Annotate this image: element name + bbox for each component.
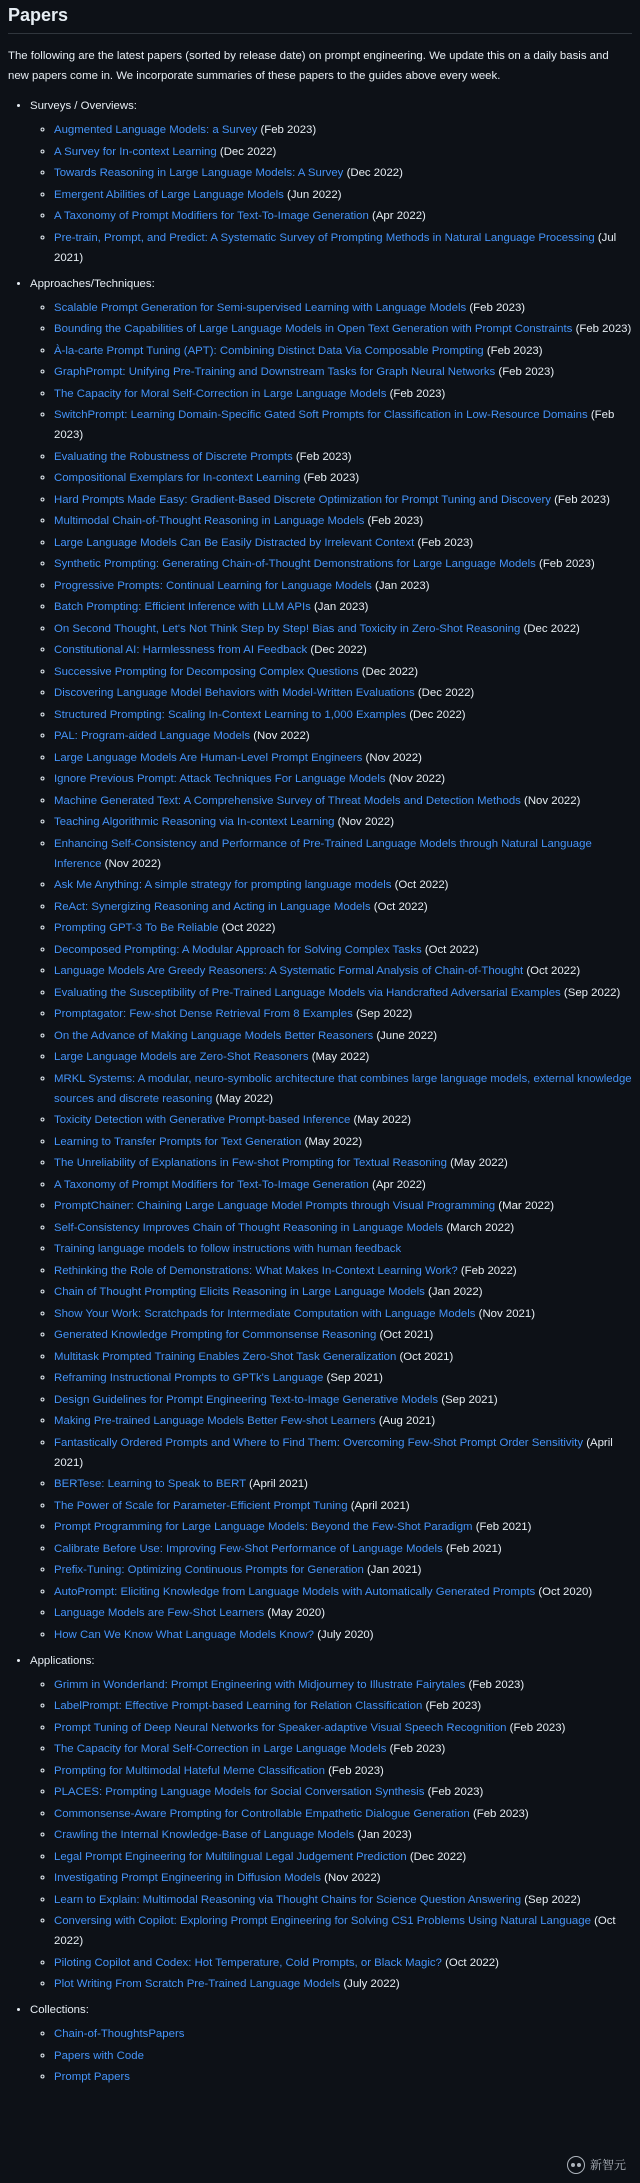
paper-link[interactable]: The Power of Scale for Parameter-Efficient Prompt Tuning (54, 1499, 348, 1512)
watermark-text: 新智元 (589, 2158, 626, 2172)
list-item (54, 1625, 632, 1645)
paper-link[interactable]: Multimodal Chain-of-Thought Reasoning in Language Models (54, 515, 365, 527)
paper-date: (Sep 2021) (441, 1393, 498, 1406)
paper-link[interactable]: Toxicity Detection with Generative Prompt-based Inference (54, 1114, 351, 1126)
paper-date: (Feb 2023) (328, 1764, 384, 1777)
list-item (54, 918, 632, 938)
list-item (54, 1433, 632, 1473)
paper-link[interactable]: Constitutional AI: Harmlessness from AI Feedback (54, 644, 308, 656)
paper-date: (Feb 2023) (427, 1786, 484, 1798)
list-item (54, 1175, 632, 1195)
list-item (54, 447, 632, 467)
list-item (54, 983, 632, 1003)
paper-link[interactable]: Batch Prompting: Efficient Inference with LLM APIs (54, 601, 311, 613)
list-item (54, 1804, 632, 1824)
paper-link[interactable]: Reframing Instructional Prompts to GPTk's Language (54, 1372, 324, 1384)
list-item (54, 1761, 632, 1781)
paper-date: (Feb 2023) (575, 323, 632, 335)
paper-link[interactable]: Chain-of-ThoughtsPapers (54, 2028, 185, 2040)
list-item (54, 1825, 632, 1845)
paper-link[interactable]: PAL: Program-aided Language Models (54, 730, 251, 742)
paper-date: (Apr 2022) (372, 1178, 426, 1191)
paper-link[interactable]: Compositional Exemplars for In-context Learning (54, 472, 301, 484)
paper-date: (Feb 2023) (486, 344, 543, 357)
paper-date: (Feb 2023) (389, 1743, 446, 1755)
paper-date: (Nov 2022) (324, 1872, 381, 1884)
paper-link[interactable]: A Taxonomy of Prompt Modifiers for Text-To-Image Generation (54, 1178, 369, 1191)
paper-date: (Feb 2023) (54, 409, 615, 441)
paper-date: (Sep 2021) (326, 1372, 383, 1384)
list-item (54, 1132, 632, 1152)
list-item (54, 1196, 632, 1216)
paper-date: (Feb 2023) (468, 1678, 525, 1691)
wechat-icon (567, 2156, 585, 2174)
paper-date: (May 2022) (215, 1092, 274, 1105)
list-item (54, 1390, 632, 1410)
paper-date: (Nov 2022) (104, 857, 162, 870)
section-title: • Approaches/Techniques: (30, 277, 155, 290)
paper-link[interactable]: BERTese: Learning to Speak to BERT (54, 1478, 246, 1490)
paper-date: (Nov 2022) (337, 816, 395, 828)
list-item (54, 1004, 632, 1024)
paper-date: (Oct 2020) (538, 1585, 593, 1598)
list-item (54, 163, 632, 183)
list-item (54, 1847, 632, 1867)
paper-link[interactable]: Show Your Work: Scratchpads for Intermediate Computation with Language Models (54, 1307, 476, 1320)
paper-date: (Feb 2023) (389, 387, 446, 400)
paper-link[interactable]: Grimm in Wonderland: Prompt Engineering with Midjourney to Illustrate Fairytales (54, 1678, 466, 1691)
paper-date: (Oct 2022) (424, 943, 479, 956)
paper-date: (Oct 2022) (394, 879, 449, 891)
paper-date: (Jan 2021) (366, 1564, 422, 1576)
list-item (54, 1911, 632, 1951)
list-item (54, 1675, 632, 1695)
list-item (54, 468, 632, 488)
paper-date: (Feb 2022) (460, 1264, 517, 1277)
paper-date: (Aug 2021) (378, 1415, 436, 1427)
list-item (54, 1218, 632, 1238)
list-item (54, 961, 632, 981)
paper-date: (July 2022) (343, 1978, 400, 1990)
list-item (54, 597, 632, 617)
paper-link[interactable]: Enhancing Self-Consistency and Performance of Pre-Trained Language Models through Natural Language Inference (54, 837, 592, 870)
list-item (54, 1153, 632, 1173)
paper-link[interactable]: On the Advance of Making Language Models Better Reasoners (54, 1029, 374, 1042)
paper-date: (Feb 2021) (445, 1542, 502, 1555)
paper-date: (Nov 2022) (524, 794, 581, 807)
paper-link[interactable]: Fantastically Ordered Prompts and Where to Find Them: Overcoming Few-Shot Prompt Order Sensitivity (54, 1436, 584, 1449)
paper-link[interactable]: Crawling the Internal Knowledge-Base of Language Models (54, 1829, 355, 1841)
paper-date: (Oct 2021) (379, 1329, 434, 1341)
list-item (54, 1282, 632, 1302)
list-item (54, 142, 632, 162)
paper-date: (Jan 2023) (375, 579, 430, 592)
paper-link[interactable]: Legal Prompt Engineering for Multilingual Legal Judgement Prediction (54, 1850, 407, 1863)
paper-date: (Sep 2022) (563, 986, 621, 999)
paper-link[interactable]: A Survey for In-context Learning (54, 145, 217, 158)
list-item (54, 2067, 632, 2087)
paper-link[interactable]: LabelPrompt: Effective Prompt-based Learning for Relation Classification (54, 1700, 423, 1712)
paper-link[interactable]: Language Models Are Greedy Reasoners: A Systematic Formal Analysis of Chain-of-Thought (54, 965, 524, 977)
paper-date: (Jun 2022) (287, 188, 342, 201)
paper-link[interactable]: Augmented Language Models: a Survey (54, 124, 258, 136)
paper-date: (Feb 2023) (472, 1807, 529, 1820)
list-item (54, 1474, 632, 1494)
paper-link[interactable]: Design Guidelines for Prompt Engineering Text-to-Image Generative Models (54, 1393, 439, 1406)
paper-link[interactable]: Evaluating the Susceptibility of Pre-Trained Language Models via Handcrafted Adversarial Examples (54, 986, 561, 999)
list-item (54, 384, 632, 404)
paper-date: (Feb 2023) (509, 1721, 566, 1734)
paper-link[interactable]: How Can We Know What Language Models Know? (54, 1628, 315, 1641)
paper-link[interactable]: Chain of Thought Prompting Elicits Reasoning in Large Language Models (54, 1286, 425, 1298)
paper-date: (May 2020) (267, 1607, 326, 1619)
paper-list (30, 120, 632, 268)
paper-link[interactable]: Learn to Explain: Multimodal Reasoning via Thought Chains for Science Question Answering (54, 1893, 522, 1906)
paper-date: (Nov 2022) (365, 751, 422, 764)
list-item (54, 511, 632, 531)
paper-link[interactable]: SwitchPrompt: Learning Domain-Specific Gated Soft Prompts for Classification in Low-Resource Domains (54, 409, 588, 421)
list-item (54, 683, 632, 703)
paper-link[interactable]: Multitask Prompted Training Enables Zero-Shot Task Generalization (54, 1350, 397, 1363)
paper-date: (July 2020) (317, 1628, 374, 1641)
list-item (54, 1868, 632, 1888)
list-item (54, 769, 632, 789)
paper-link[interactable]: Scalable Prompt Generation for Semi-supervised Learning with Language Models (54, 301, 467, 314)
paper-date: (Feb 2023) (498, 366, 555, 378)
list-item (54, 185, 632, 205)
paper-date: (May 2022) (450, 1157, 508, 1169)
list-item (54, 1890, 632, 1910)
paper-link[interactable]: PromptChainer: Chaining Large Language Model Prompts through Visual Programming (54, 1200, 496, 1212)
list-item (54, 1069, 632, 1109)
list-item (54, 875, 632, 895)
paper-date: (Oct 2022) (445, 1956, 499, 1969)
paper-link[interactable]: Learning to Transfer Prompts for Text Generation (54, 1135, 302, 1148)
list-item (54, 834, 632, 874)
paper-date: (Feb 2023) (295, 450, 352, 463)
paper-link[interactable]: Calibrate Before Use: Improving Few-Shot Performance of Language Models (54, 1542, 443, 1555)
paper-date: (Nov 2022) (253, 730, 310, 742)
paper-date: (May 2022) (304, 1135, 363, 1148)
list-item (54, 2024, 632, 2044)
paper-link[interactable]: Hard Prompts Made Easy: Gradient-Based Discrete Optimization for Prompt Tuning and Discovery (54, 493, 551, 506)
page-title: Papers (8, 0, 632, 34)
paper-date: (Apr 2022) (372, 210, 426, 222)
list-item (54, 1782, 632, 1802)
paper-link[interactable]: Large Language Models are Zero-Shot Reasoners (54, 1051, 309, 1063)
paper-link[interactable]: Progressive Prompts: Continual Learning for Language Models (54, 579, 372, 592)
list-item (54, 1047, 632, 1067)
list-item (54, 897, 632, 917)
paper-link[interactable]: Prompt Papers (54, 2071, 130, 2083)
list-item (54, 1739, 632, 1759)
paper-date: (Feb 2023) (260, 124, 317, 136)
list-item (54, 1325, 632, 1345)
paper-date: (Oct 2021) (399, 1350, 454, 1363)
list-item (54, 1582, 632, 1602)
list-item (54, 1718, 632, 1738)
list-item (54, 1517, 632, 1537)
paper-link[interactable]: Synthetic Prompting: Generating Chain-of-Thought Demonstrations for Large Language Models (54, 558, 536, 570)
paper-date: (Jul 2021) (54, 231, 617, 264)
paper-date: (Jan 2022) (428, 1286, 483, 1298)
paper-link[interactable]: Prompt Programming for Large Language Models: Beyond the Few-Shot Paradigm (54, 1521, 473, 1533)
paper-link[interactable]: GraphPrompt: Unifying Pre-Training and Downstream Tasks for Graph Neural Networks (54, 366, 496, 378)
paper-link[interactable]: PLACES: Prompting Language Models for Social Conversation Synthesis (54, 1786, 425, 1798)
paper-date: (Feb 2023) (425, 1700, 482, 1712)
paper-link[interactable]: The Capacity for Moral Self-Correction in Large Language Models (54, 1743, 387, 1755)
list-item (54, 576, 632, 596)
paper-link[interactable]: On Second Thought, Let's Not Think Step by Step! Bias and Toxicity in Zero-Shot Reasoning (54, 622, 521, 635)
paper-link[interactable]: The Capacity for Moral Self-Correction in Large Language Models (54, 387, 387, 400)
paper-link[interactable]: Prefix-Tuning: Optimizing Continuous Prompts for Generation (54, 1564, 364, 1576)
paper-date: (Sep 2022) (524, 1893, 581, 1906)
paper-date: (Oct 2022) (373, 900, 428, 913)
list-item (54, 120, 632, 140)
section-list (8, 96, 632, 2087)
paper-date: (Dec 2022) (310, 644, 367, 656)
list-item (54, 1411, 632, 1431)
paper-date: (Feb 2023) (539, 558, 595, 570)
paper-date: (Sep 2022) (355, 1008, 413, 1020)
paper-date: (Nov 2021) (478, 1307, 536, 1320)
list-item (54, 405, 632, 445)
paper-link[interactable]: Prompting GPT-3 To Be Reliable (54, 922, 219, 934)
list-item (54, 748, 632, 768)
section-title: • Surveys / Overviews: (30, 100, 137, 112)
list-item (54, 362, 632, 382)
paper-date: (Feb 2023) (303, 472, 360, 484)
list-item (54, 1496, 632, 1516)
list-item (54, 1347, 632, 1367)
list-item (54, 2046, 632, 2066)
list-item (54, 1974, 632, 1994)
paper-date: (Feb 2023) (417, 536, 474, 549)
paper-date: (Dec 2022) (409, 708, 466, 721)
paper-link[interactable]: Ask Me Anything: A simple strategy for prompting language models (54, 879, 392, 891)
watermark (567, 2155, 626, 2175)
paper-link[interactable]: Promptagator: Few-shot Dense Retrieval From 8 Examples (54, 1008, 353, 1020)
paper-link[interactable]: Discovering Language Model Behaviors with Model-Written Evaluations (54, 687, 415, 699)
paper-link[interactable]: Structured Prompting: Scaling In-Context Learning to 1,000 Examples (54, 708, 407, 721)
paper-date: (Dec 2022) (417, 687, 475, 699)
list-item (54, 662, 632, 682)
paper-link[interactable]: Evaluating the Robustness of Discrete Prompts (54, 450, 293, 463)
paper-link[interactable]: Large Language Models Are Human-Level Prompt Engineers (54, 751, 363, 764)
list-item (54, 533, 632, 553)
paper-link[interactable]: Decomposed Prompting: A Modular Approach for Solving Complex Tasks (54, 943, 422, 956)
list-item (54, 1539, 632, 1559)
paper-date: (Nov 2022) (388, 773, 446, 785)
paper-link[interactable]: Teaching Algorithmic Reasoning via In-context Learning (54, 816, 335, 828)
paper-link[interactable]: Making Pre-trained Language Models Better Few-shot Learners (54, 1415, 376, 1427)
paper-date: (May 2022) (353, 1114, 412, 1126)
paper-link[interactable]: Machine Generated Text: A Comprehensive Survey of Threat Models and Detection Methods (54, 794, 521, 807)
paper-date: (Dec 2022) (346, 167, 403, 179)
list-item (54, 1696, 632, 1716)
list-item (54, 791, 632, 811)
list-item (54, 1110, 632, 1130)
list-item (54, 1953, 632, 1973)
paper-date: (June 2022) (376, 1029, 438, 1042)
paper-link[interactable]: Bounding the Capabilities of Large Language Models in Open Text Generation with Prompt Constraints (54, 323, 573, 335)
paper-date: (April 2021) (350, 1499, 410, 1512)
paper-link[interactable]: À-la-carte Prompt Tuning (APT): Combining Distinct Data Via Composable Prompting (54, 344, 484, 357)
paper-link[interactable]: Rethinking the Role of Demonstrations: What Makes In-Context Learning Work? (54, 1264, 458, 1277)
paper-link[interactable]: Investigating Prompt Engineering in Diffusion Models (54, 1872, 321, 1884)
paper-link[interactable]: AutoPrompt: Eliciting Knowledge from Language Models with Automatically Generated Prompts (54, 1585, 536, 1598)
list-item (54, 298, 632, 318)
paper-link[interactable]: Papers with Code (54, 2049, 144, 2062)
paper-date: (Mar 2022) (498, 1200, 554, 1212)
list-item (54, 490, 632, 510)
section (30, 1651, 632, 1995)
paper-date: (Oct 2022) (54, 1915, 616, 1947)
paper-link[interactable]: Emergent Abilities of Large Language Models (54, 188, 284, 201)
paper-link[interactable]: MRKL Systems: A modular, neuro-symbolic architecture that combines large language models, external knowledge sources and discrete reasoning (54, 1072, 632, 1105)
list-item (54, 640, 632, 660)
list-item (54, 619, 632, 639)
paper-date: (Feb 2021) (475, 1521, 532, 1533)
paper-link[interactable]: ReAct: Synergizing Reasoning and Acting in Language Models (54, 900, 371, 913)
list-item (54, 726, 632, 746)
list-item (54, 206, 632, 226)
list-item (54, 228, 632, 268)
paper-link[interactable]: Commonsense-Aware Prompting for Controllable Empathetic Dialogue Generation (54, 1807, 470, 1820)
paper-link[interactable]: Generated Knowledge Prompting for Commonsense Reasoning (54, 1329, 377, 1341)
paper-date: (Feb 2023) (469, 301, 526, 314)
list-item (54, 554, 632, 574)
paper-link[interactable]: Pre-train, Prompt, and Predict: A Systematic Survey of Prompting Methods in Natural Language Processing (54, 231, 595, 244)
paper-link[interactable]: Prompt Tuning of Deep Neural Networks for Speaker-adaptive Visual Speech Recognition (54, 1721, 507, 1734)
list-item (54, 1026, 632, 1046)
section-title: • Applications: (30, 1654, 95, 1667)
paper-date: (Dec 2022) (523, 622, 580, 635)
list-item (54, 1560, 632, 1580)
list-item (54, 1603, 632, 1623)
paper-link[interactable]: Towards Reasoning in Large Language Models: A Survey (54, 167, 344, 179)
list-item (54, 1368, 632, 1388)
paper-date: (Feb 2023) (554, 493, 610, 506)
list-item (54, 1261, 632, 1281)
paper-link[interactable]: Training language models to follow instructions with human feedback (54, 1243, 402, 1255)
paper-date: (Dec 2022) (361, 665, 419, 678)
list-item (54, 1304, 632, 1324)
paper-date: (April 2021) (54, 1436, 613, 1469)
paper-date: (Oct 2022) (221, 922, 276, 934)
section (30, 96, 632, 268)
paper-link[interactable]: Self-Consistency Improves Chain of Thought Reasoning in Language Models (54, 1221, 444, 1234)
paper-link[interactable]: The Unreliability of Explanations in Few-shot Prompting for Textual Reasoning (54, 1157, 447, 1169)
list-item (54, 319, 632, 339)
paper-link[interactable]: Large Language Models Can Be Easily Distracted by Irrelevant Context (54, 536, 415, 549)
paper-date: (Jan 2023) (357, 1829, 412, 1841)
paper-link[interactable]: Piloting Copilot and Codex: Hot Temperature, Cold Prompts, or Black Magic? (54, 1956, 442, 1969)
paper-link[interactable]: Language Models are Few-Shot Learners (54, 1607, 265, 1619)
section (30, 274, 632, 1645)
paper-list (30, 1675, 632, 1995)
list-item (54, 705, 632, 725)
paper-date: (May 2022) (311, 1051, 370, 1063)
section-title: • Collections: (30, 2004, 89, 2016)
paper-date: (Jan 2023) (314, 601, 369, 613)
paper-list (30, 2024, 632, 2087)
paper-list (30, 298, 632, 1645)
paper-link[interactable]: Ignore Previous Prompt: Attack Techniques For Language Models (54, 773, 386, 785)
paper-date: (March 2022) (446, 1221, 515, 1234)
section (30, 2000, 632, 2087)
intro-paragraph: The following are the latest papers (sorted by release date) on prompt engineering. We update this on a daily basis and new papers come in. We incorporate summaries of these papers to the guides above every week. (8, 50, 609, 82)
paper-link[interactable]: A Taxonomy of Prompt Modifiers for Text-To-Image Generation (54, 210, 369, 222)
list-item (54, 341, 632, 361)
paper-link[interactable]: Successive Prompting for Decomposing Complex Questions (54, 665, 359, 678)
paper-link[interactable]: Conversing with Copilot: Exploring Prompt Engineering for Solving CS1 Problems Using Natural Language (54, 1915, 591, 1927)
paper-date: (Feb 2023) (367, 515, 424, 527)
paper-link[interactable]: Plot Writing From Scratch Pre-Trained Language Models (54, 1978, 341, 1990)
list-item (54, 812, 632, 832)
paper-link[interactable]: Prompting for Multimodal Hateful Meme Classification (54, 1764, 325, 1777)
list-item (54, 1239, 632, 1259)
paper-date: (Oct 2022) (526, 965, 581, 977)
paper-date: (April 2021) (249, 1478, 308, 1490)
list-item (54, 940, 632, 960)
paper-date: (Dec 2022) (409, 1850, 467, 1863)
paper-date: (Dec 2022) (219, 145, 277, 158)
